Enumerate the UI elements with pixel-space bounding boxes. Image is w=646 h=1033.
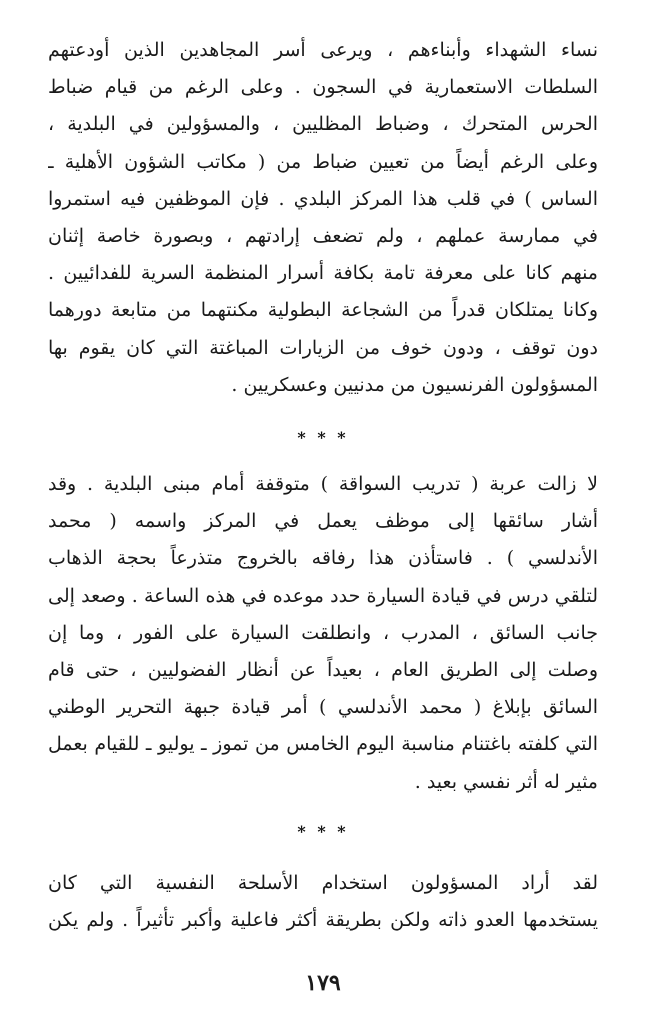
page-number: ١٧٩ — [305, 970, 341, 996]
text-line: لا زالت عربة ( تدريب السواقة ) متوقفة أمام مبنى البلدية . وقد — [48, 473, 598, 495]
text-line: وعلى الرغم أيضاً من تعيين ضباط من ( مكاتب الشؤون الأهلية ـ — [48, 150, 598, 173]
text-line: لقد أراد المسؤولون استخدام الأسلحة النفسية التي كان — [48, 872, 598, 894]
text-line: جانب السائق ، المدرب ، وانطلقت السيارة على الفور ، وما إن — [48, 621, 598, 644]
text-line: لتلقي درس في قيادة السيارة حدد موعده في هذه الساعة . وصعد إلى — [48, 584, 598, 607]
text-line: السلطات الاستعمارية في السجون . وعلى الرغم من قيام ضباط — [48, 76, 598, 99]
text-line: مثير له أثر نفسي بعيد . — [414, 770, 598, 793]
text-line: التي كلفته باغتنام مناسبة اليوم الخامس من تموز ـ يوليو ـ للقيام بعمل — [48, 733, 598, 756]
section-separator: * * * — [297, 822, 349, 841]
text-line: منهم كانا على معرفة تامة بكافة أسرار المنظمة السرية للفدائيين . — [48, 262, 598, 285]
paragraph-1 — [48, 32, 598, 404]
text-line: نساء الشهداء وأبناءهم ، ويرعى أسر المجاهدين الذين أودعتهم — [48, 39, 598, 61]
text-line: دون توقف ، ودون خوف من الزيارات المباغتة التي كان يقوم بها — [48, 336, 598, 359]
text-line: الأندلسي ) . فاستأذن هذا رفاقه بالخروج متذرعاً بحجة الذهاب — [48, 547, 598, 570]
text-line: السائق بإبلاغ ( محمد الأندلسي ) أمر قيادة جبهة التحرير الوطني — [48, 696, 598, 719]
text-line: في ممارسة عملهم ، ولم تضعف إرادتهم ، وبصورة خاصة إثنان — [48, 224, 598, 247]
text-line: المسؤولون الفرنسيون من مدنيين وعسكريين . — [231, 373, 598, 396]
text-line: الحرس المتحرك ، وضباط المظليين ، والمسؤولين في البلدية ، — [48, 113, 598, 136]
text-line: الساس ) في قلب هذا المركز البلدي . فإن الموظفين فيه استمروا — [48, 187, 598, 210]
section-separator: * * * — [297, 428, 349, 447]
text-line: يستخدمها العدو ذاته ولكن بطريقة أكثر فاعلية وأكبر تأثيراً . ولم يكن — [48, 909, 598, 932]
paragraph-3 — [48, 865, 598, 939]
text-line: وكانا يمتلكان قدراً من الشجاعة البطولية مكنتهما من متابعة دورهما — [48, 299, 598, 322]
paragraph-2 — [48, 466, 598, 801]
text-line: أشار سائقها إلى موظف يعمل في المركز واسمه ( محمد — [48, 510, 598, 533]
text-line: وصلت إلى الطريق العام ، بعيداً عن أنظار الفضوليين ، حتى قام — [48, 658, 598, 681]
